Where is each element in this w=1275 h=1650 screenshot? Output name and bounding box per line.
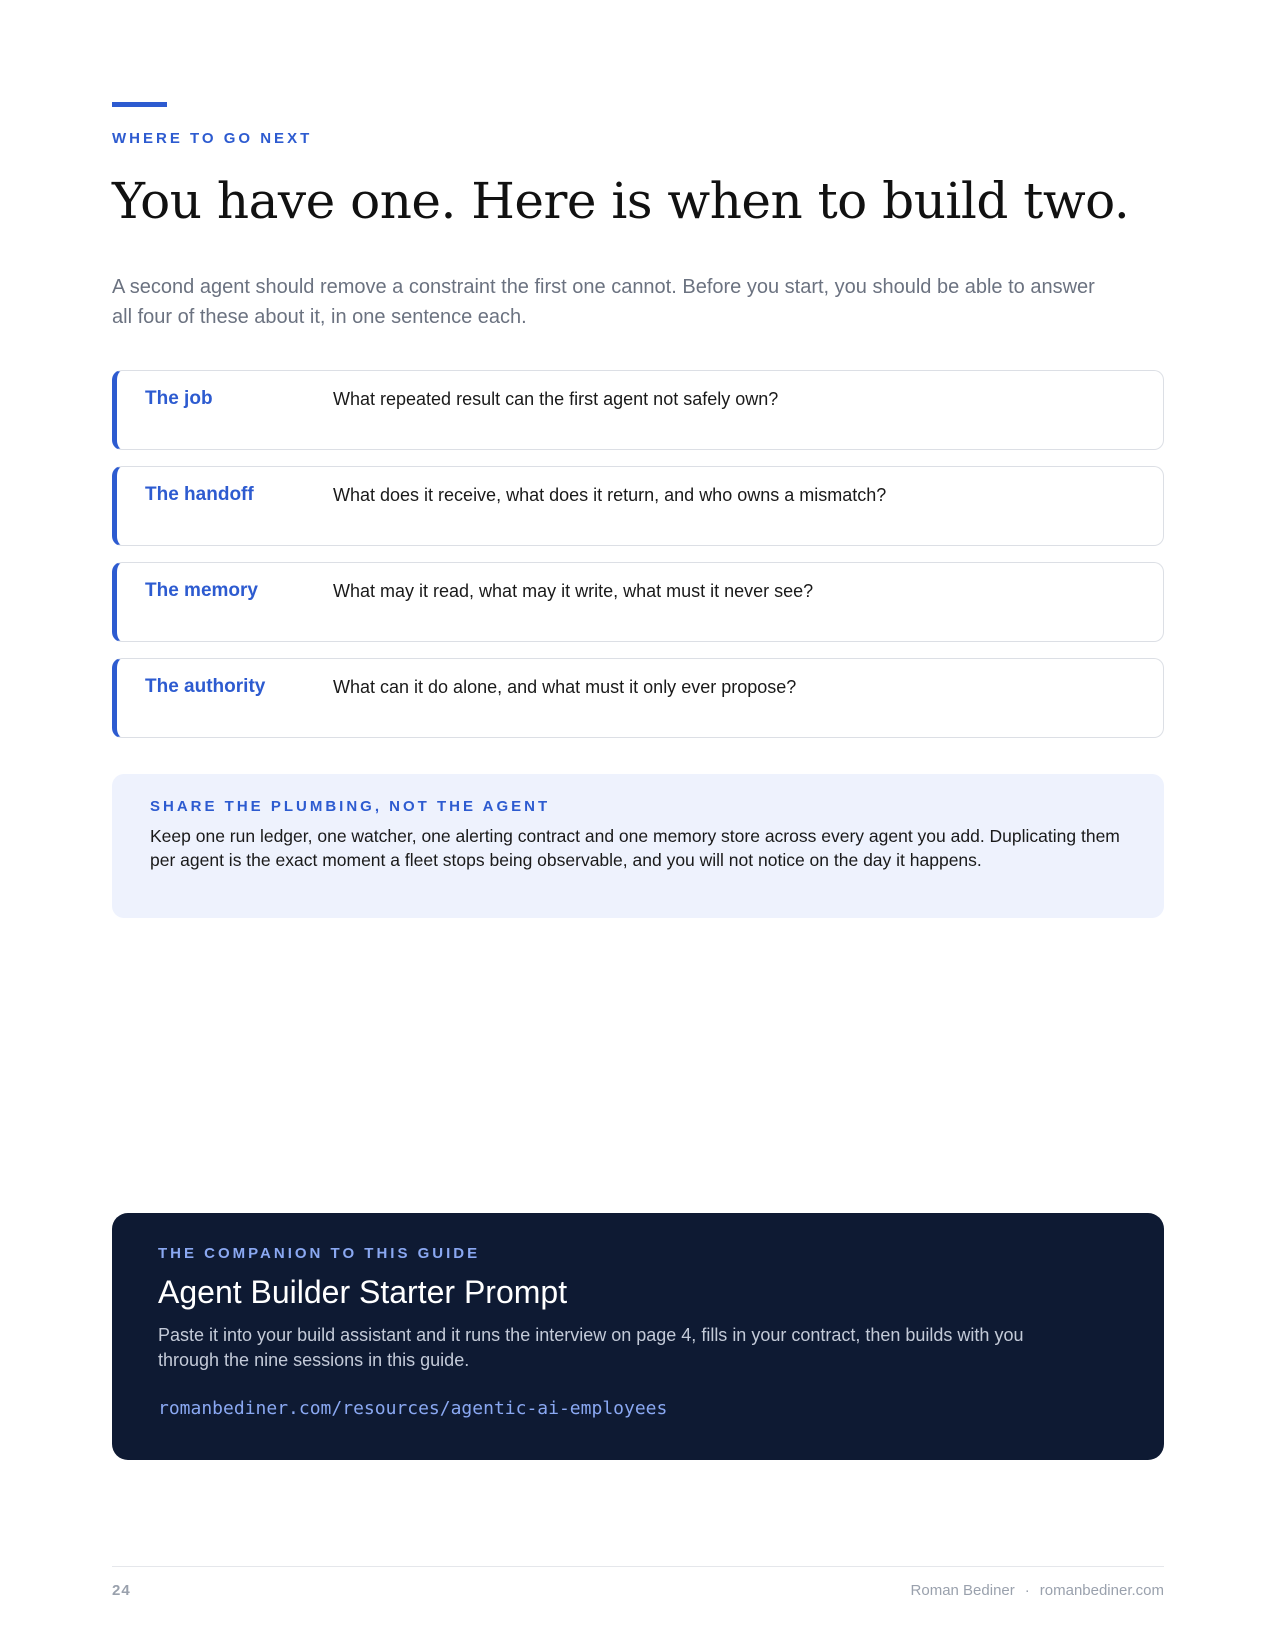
footer-separator: · (1024, 1582, 1030, 1599)
question-text: What can it do alone, and what must it only ever propose? (333, 677, 797, 697)
accent-rule (112, 102, 167, 107)
companion-url-link[interactable]: romanbediner.com/resources/agentic-ai-employees (158, 1398, 668, 1419)
footer-credits (911, 1582, 1164, 1599)
companion-card (112, 1213, 1164, 1460)
question-label: The authority (145, 676, 266, 697)
callout-note (112, 774, 1164, 918)
footer-divider (112, 1566, 1164, 1567)
question-text: What does it receive, what does it return, and who owns a mismatch? (333, 485, 887, 505)
question-label: The job (145, 388, 213, 409)
question-card-authority (112, 658, 1164, 738)
question-label: The memory (145, 580, 258, 601)
question-label: The handoff (145, 484, 254, 505)
page-number: 24 (112, 1582, 131, 1599)
question-card-job (112, 370, 1164, 450)
intro-paragraph: A second agent should remove a constraint the first one cannot. Before you start, you should be able to answer all four of these about it, in one sentence each. (112, 276, 1095, 328)
question-card-memory (112, 562, 1164, 642)
question-card-handoff (112, 466, 1164, 546)
companion-body: Paste it into your build assistant and it runs the interview on page 4, fills in your contract, then builds with you through the nine sessions in this guide. (158, 1325, 1024, 1370)
footer-author: Roman Bediner (910, 1582, 1015, 1599)
question-list (112, 370, 1164, 754)
question-text: What may it read, what may it write, what must it never see? (333, 581, 814, 601)
footer-site-link[interactable]: romanbediner.com (1039, 1582, 1164, 1599)
callout-eyebrow: SHARE THE PLUMBING, NOT THE AGENT (150, 798, 551, 815)
callout-body: Keep one run ledger, one watcher, one alerting contract and one memory store across every agent you add. Duplicating them per agent is the exact moment a fleet stops being observable, and you will not notice on the day it happens. (150, 826, 1120, 870)
question-text: What repeated result can the first agent not safely own? (333, 389, 779, 409)
document-page (112, 0, 1164, 1650)
companion-eyebrow: THE COMPANION TO THIS GUIDE (158, 1245, 481, 1262)
companion-title: Agent Builder Starter Prompt (158, 1274, 568, 1310)
section-eyebrow: WHERE TO GO NEXT (112, 130, 313, 147)
page-title: You have one. Here is when to build two. (112, 172, 1130, 230)
